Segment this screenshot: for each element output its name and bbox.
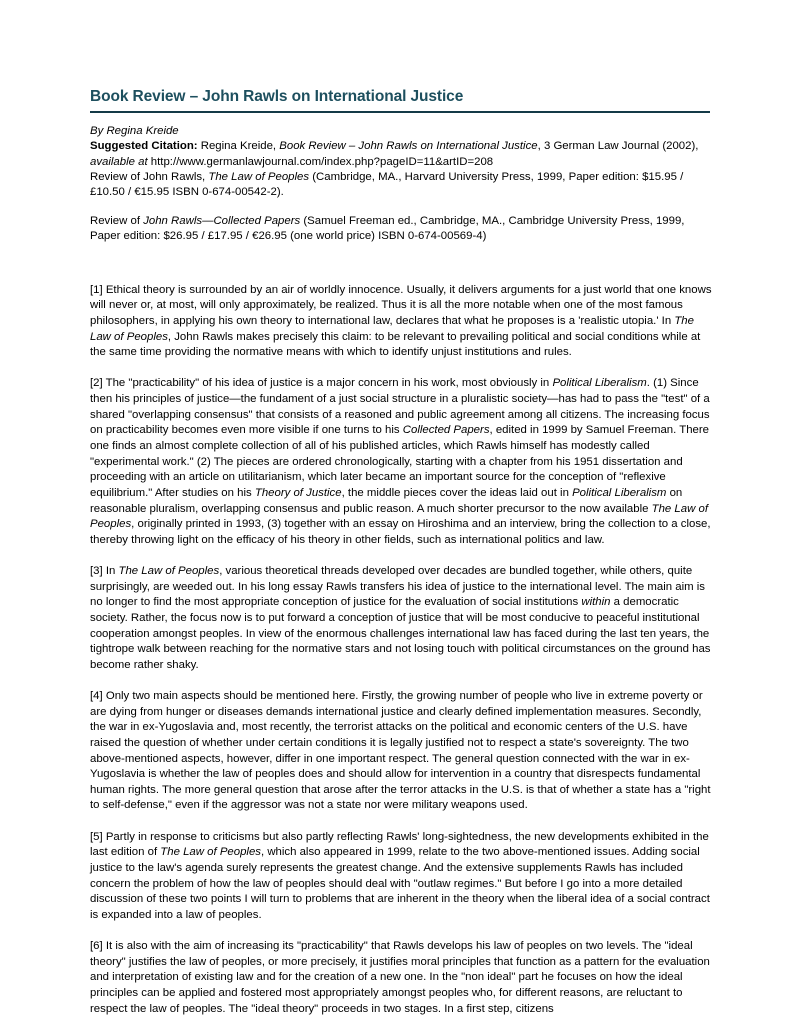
paragraph-p5: [90, 830, 712, 924]
segment-0: [6] It is also with the aim of increasing its "practicability" that Rawls develops his law of peoples on two levels. The "ideal theory" justifies the law of peoples, or more precisely, it justifies moral principles that function as a pattern for the evaluation and interpretation of existing law and for the creation of a new one. In the "non ideal" part he focuses on how the ideal principles can be applied and fostered most appropriately amongst peoples who, for different reasons, are reluctant to respect the law of peoples. The "ideal theory" proceeds in two stages. In a first step, citizens: [90, 939, 710, 1015]
segment-6: , the middle pieces cover the ideas laid out in: [341, 486, 573, 499]
segment-0: [4] Only two main aspects should be mentioned here. Firstly, the growing number of people who live in extreme poverty or are dying from hunger or diseases demands international justice and clearly defined implementation measures. Secondly, the war in ex-Yugoslavia and, most recently, the terrorist attacks on the political and economic centers of the U.S. have raised the question of whether under certain conditions it is legally justified not to respect a state's sovereignty. The two above-mentioned aspects, however, differ in one important respect. The general question connected with the war in ex-Yugoslavia is whether the law of peoples does and should allow for intervention in a country that disrespects fundamental human rights. The more general question that arose after the terror attacks in the U.S. is that of whether a state has a "right to self-defense," even if the aggressor was not a state nor were military weapons used.: [90, 690, 711, 812]
citation-author-name: Regina Kreide,: [200, 140, 277, 153]
suggested-citation-label: Suggested Citation:: [90, 140, 198, 153]
segment-2: , John Rawls makes precisely this claim: to be relevant to prevailing political and social conditions while at the same time providing the normative means with which to identify unjust institutions and rules.: [90, 330, 701, 359]
review-two-rest: (Samuel Freeman ed., Cambridge, MA., Cambridge University Press, 1999, Paper edition: $26.95 / £17.95 / €26.95 (one world price) ISBN 0-674-00569-4): [90, 214, 685, 243]
paragraph-p3: [90, 564, 712, 673]
paragraph-p4: [90, 689, 712, 814]
citation-url: http://www.germanlawjournal.com/index.php?pageID=11&artID=208: [147, 155, 494, 168]
title-divider: [90, 111, 710, 113]
review-one-title: The Law of Peoples: [208, 170, 310, 183]
segment-2: . (1) Since then his principles of justice—the fundament of a just social structure in a pluralistic society—has had to pass the "test" of a shared "overlapping consensus" that consists of a reasoned and public agreement among all citizens. The increasing focus on practicability becomes even more visible if one turns to his: [90, 377, 710, 437]
segment-0: [3] In: [90, 565, 119, 578]
paragraph-p2: [90, 376, 712, 548]
segment-2: , various theoretical threads developed over decades are bundled together, while others, quite surprisingly, are weeded out. In his long essay Rawls transfers his idea of justice to the international level. The main aim is no longer to find the most appropriate conception of justice for the evaluation of social institutions: [90, 565, 705, 609]
paragraph-p6: [90, 939, 712, 1017]
segment-1: The Law of Peoples: [160, 846, 261, 859]
segment-3: within: [581, 596, 611, 609]
review-two-title: John Rawls—Collected Papers: [143, 214, 301, 227]
segment-7: Political Liberalism: [572, 486, 667, 499]
segment-3: Collected Papers: [402, 424, 490, 437]
suggested-citation: [90, 139, 712, 170]
segment-10: , originally printed in 1993, (3) together with an essay on Hiroshima and an interview, bring the collection to a close, thereby throwing light on the efficacy of his theory in other fields, such as international politics and law.: [90, 518, 711, 546]
review-one: [90, 170, 712, 201]
segment-1: The Law of Peoples: [90, 315, 694, 343]
segment-0: [1] Ethical theory is surrounded by an air of worldly innocence. Usually, it delivers arguments for a just world that one knows will never or, at most, will only approximately, be realized. Thus it is all the more notable when one of the most famous philosophers, in applying his own theory to international law, declares that what he proposes is a 'realistic utopia.' In: [90, 283, 712, 328]
citation-journal: , 3 German Law Journal (2002),: [537, 140, 699, 153]
segment-4: a democratic society. Rather, the focus now is to put forward a conception of justice that will be most conducive to peaceful institutional cooperation amongst peoples. In view of the enormous challenges international law has faced during the last ten years, the tightrope walk between reaching for the normative stars and not losing touch with political circumstances on the ground has become rather shaky.: [90, 596, 711, 671]
segment-5: Theory of Justice: [254, 486, 342, 499]
citation-available-at: available at: [90, 155, 148, 168]
segment-0: [2] The "practicability" of his idea of justice is a major concern in his work, most obviously in: [90, 377, 553, 390]
paragraph-p1: [90, 283, 712, 361]
segment-4: , edited in 1999 by Samuel Freeman. There one finds an almost complete collection of all of his published articles, which Rawls himself has modestly called "experimental work." (2) The pieces are ordered chronologically, starting with a chapter from his 1951 dissertation and proceeding with an article on utilitarianism, which later became an important source for the conception of "reflexive equilibrium." After studies on his: [90, 424, 710, 499]
byline: By Regina Kreide: [90, 124, 179, 137]
citation-work-title: Book Review – John Rawls on International Justice: [279, 140, 538, 153]
article-body: [90, 283, 712, 1017]
masthead: [90, 124, 712, 245]
segment-1: The Law of Peoples: [118, 565, 220, 578]
review-two: [90, 214, 712, 245]
review-one-lead: Review of John Rawls,: [90, 170, 209, 183]
review-one-rest: (Cambridge, MA., Harvard University Press, 1999, Paper edition: $15.95 / £10.50 / €15.95 ISBN 0-674-00542-2).: [90, 170, 684, 199]
page-title: Book Review – John Rawls on International Justice: [90, 88, 464, 105]
segment-8: on reasonable pluralism, overlapping consensus and public reason. A much shorter precursor to the now available: [90, 486, 683, 515]
review-two-lead: Review of: [90, 214, 144, 227]
segment-1: Political Liberalism: [552, 377, 647, 390]
segment-2: , which also appeared in 1999, relate to the two above-mentioned issues. Adding social justice to the law's agenda surely represents the greatest change. And the extensive supplements Rawls has included concern the problem of how the law of peoples should deal with "outlaw regimes." But before I go into a more detailed discussion of these two points I will turn to problems that are inherent in the theory when the liberal idea of a social contract is expanded into a law of peoples.: [90, 846, 710, 921]
segment-0: [5] Partly in response to criticisms but also partly reflecting Rawls' long-sightedness, the new developments exhibited in the last edition of: [90, 830, 709, 859]
segment-9: The Law of Peoples: [90, 502, 708, 531]
